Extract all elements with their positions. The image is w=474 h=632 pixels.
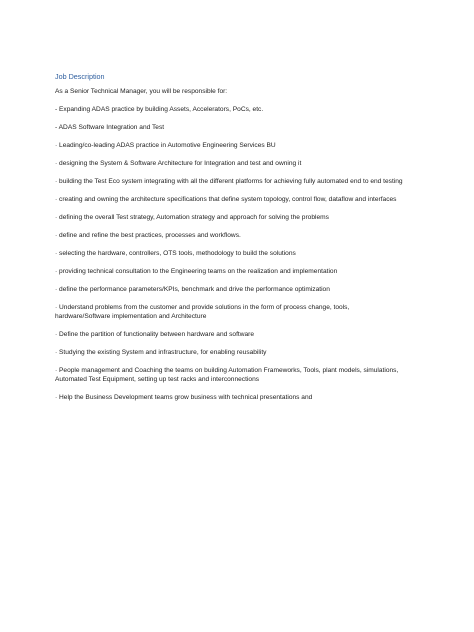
paragraph-reusability: · Studying the existing System and infrastructure, for enabling reusability bbox=[55, 349, 267, 356]
paragraph-adas-integration: - ADAS Software Integration and Test bbox=[55, 124, 165, 131]
paragraph-designing-architecture: · designing the System & Software Architecture for Integration and test and owning it bbox=[55, 160, 302, 167]
document-content bbox=[55, 72, 405, 411]
paragraph-test-strategy: · defining the overall Test strategy, Automation strategy and approach for solving the problems bbox=[55, 214, 329, 221]
paragraph-best-practices: · define and refine the best practices, processes and workflows. bbox=[55, 232, 241, 239]
paragraph-business-development: · Help the Business Development teams grow business with technical presentations and bbox=[55, 394, 313, 401]
paragraph-people-management: · People management and Coaching the teams on building Automation Frameworks, Tools, plant models, simulations, Automated Test Equipment, setting up test racks and interconnections bbox=[55, 367, 399, 383]
paragraph-leading-adas: · Leading/co-leading ADAS practice in Automotive Engineering Services BU bbox=[55, 142, 276, 149]
paragraph-partition-functionality: · Define the partition of functionality between hardware and software bbox=[55, 331, 255, 338]
job-description-heading: Job Description bbox=[55, 72, 105, 81]
paragraph-selecting-hardware: · selecting the hardware, controllers, OTS tools, methodology to build the solutions bbox=[55, 250, 296, 257]
paragraph-intro: As a Senior Technical Manager, you will be responsible for: bbox=[55, 88, 228, 95]
paragraph-architecture-specs: · creating and owning the architecture specifications that define system topology, control flow, dataflow and interfaces bbox=[55, 196, 397, 203]
paragraph-performance-kpis: · define the performance parameters/KPIs, benchmark and drive the performance optimization bbox=[55, 286, 330, 293]
paragraph-test-eco-system: · building the Test Eco system integrating with all the different platforms for achieving fully automated end to end testing bbox=[55, 178, 403, 185]
paragraph-customer-problems: · Understand problems from the customer and provide solutions in the form of process change, tools, hardware/Software implementation and Architecture bbox=[55, 304, 350, 320]
paragraph-expanding-adas: - Expanding ADAS practice by building Assets, Accelerators, PoCs, etc. bbox=[55, 106, 264, 113]
paragraph-technical-consultation: · providing technical consultation to the Engineering teams on the realization and implementation bbox=[55, 268, 338, 275]
